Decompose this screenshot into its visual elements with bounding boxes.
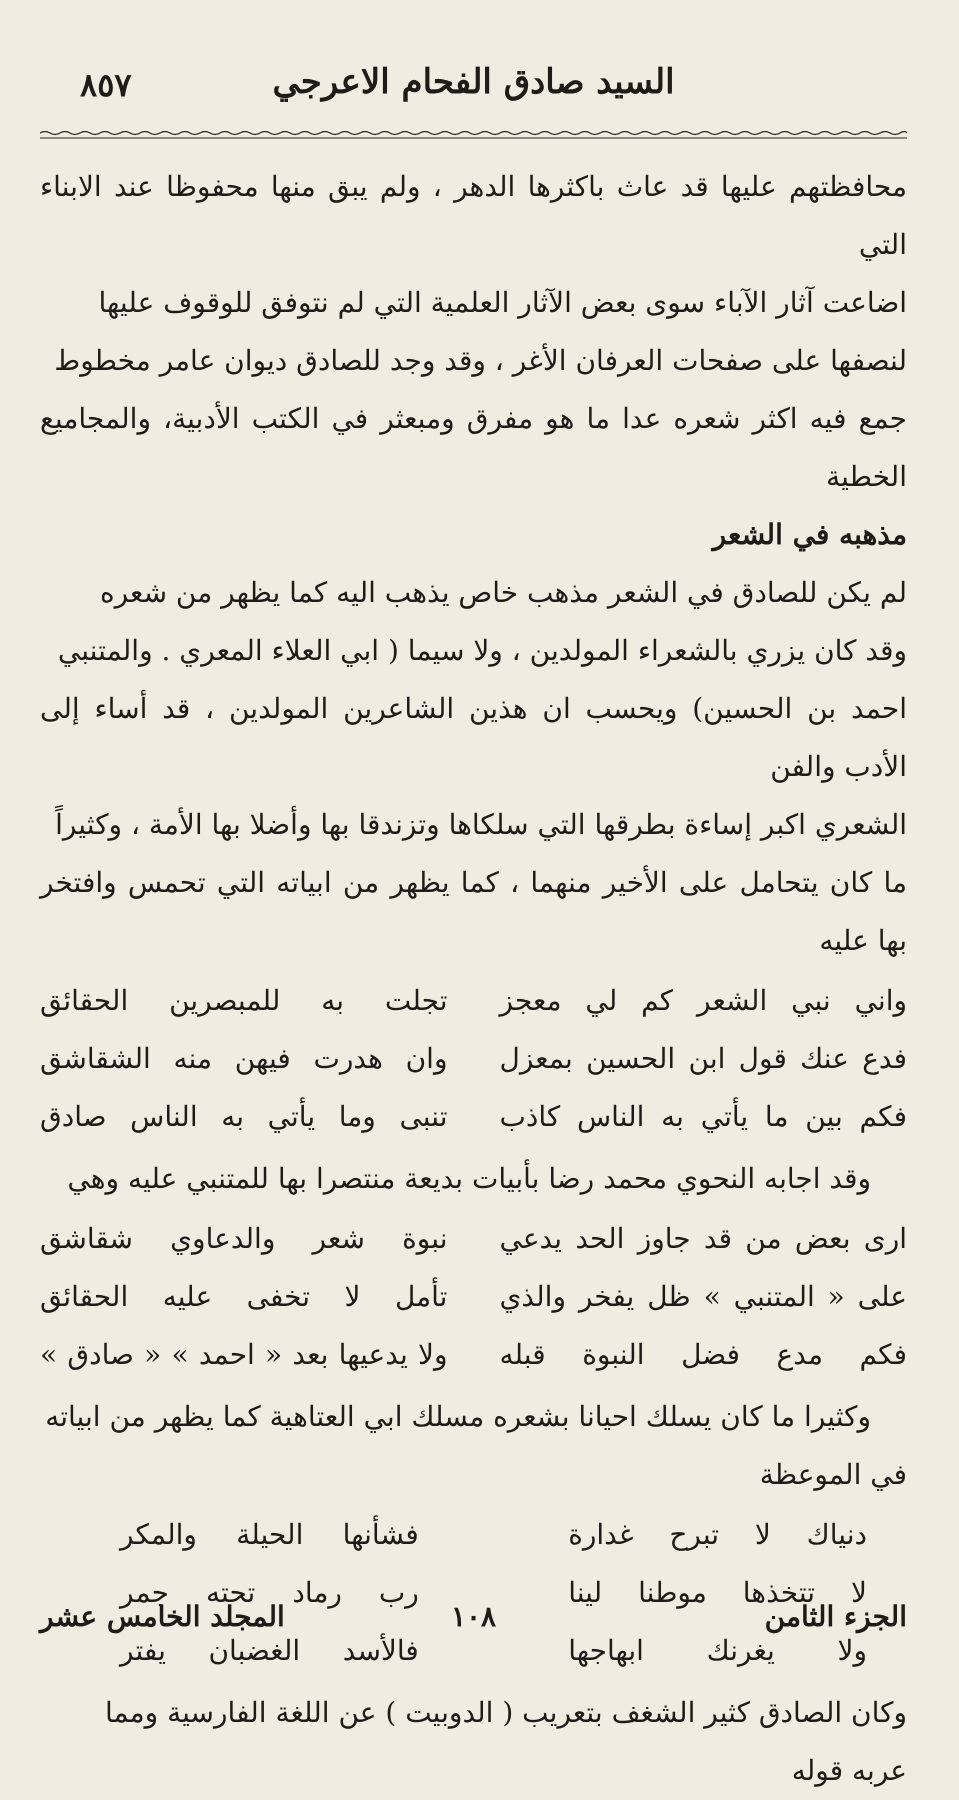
text-line: لنصفها على صفحات العرفان الأغر ، وقد وجد للصادق ديوان عامر مخطوط <box>54 344 907 377</box>
text-line: الشعري اكبر إساءة بطرقها التي سلكاها وتزندقا بها وأضلا بها الأمة ، وكثيراً <box>55 808 907 841</box>
text-line: محافظتهم عليها قد عاث باكثرها الدهر ، ولم يبق منها محفوظا عند الابناء التي <box>40 170 907 261</box>
poem-reply <box>40 1210 907 1384</box>
text-line: لم يكن للصادق في الشعر مذهب خاص يذهب اليه كما يظهر من شعره <box>99 576 907 609</box>
verse-second-hemistich: فشأنها الحيلة والمكر <box>120 1518 419 1551</box>
verse-first-hemistich: لا تتخذها موطنا لينا <box>568 1576 867 1609</box>
paragraph-dubait <box>40 1684 907 1800</box>
verse-first-hemistich: فكم مدع فضل النبوة قبله <box>499 1338 907 1371</box>
verse-first-hemistich: على « المتنبي » ظل يفخر والذي <box>499 1280 907 1313</box>
verse-first-hemistich: ولا يغرنك ابهاجها <box>568 1634 867 1667</box>
verse-line <box>40 1088 907 1146</box>
text-line: عربه قوله <box>791 1754 907 1787</box>
verse-first-hemistich: فدع عنك قول ابن الحسين بمعزل <box>499 1042 907 1075</box>
footer-part: الجزء الثامن <box>764 1600 907 1633</box>
poem-admonition <box>40 1506 907 1680</box>
verse-second-hemistich: رب رماد تحته جمر <box>120 1576 419 1609</box>
paragraph-ataahiya <box>40 1388 907 1504</box>
text-line: وقد كان يزري بالشعراء المولدين ، ولا سيما ( ابي العلاء المعري . والمتنبي <box>57 634 907 667</box>
text-line: احمد بن الحسين) ويحسب ان هذين الشاعرين المولدين ، قد أساء إلى الأدب والفن <box>40 692 907 783</box>
paragraph-intro <box>40 158 907 506</box>
footer-issue-number: ١٠٨ <box>450 1600 497 1633</box>
footer-volume: المجلد الخامس عشر <box>40 1600 285 1633</box>
verse-line <box>40 1210 907 1268</box>
verse-line <box>40 1030 907 1088</box>
verse-first-hemistich: فكم بين ما يأتي به الناس كاذب <box>499 1100 907 1133</box>
verse-line <box>40 972 907 1030</box>
text-line: وكان الصادق كثير الشغف بتعريب ( الدوبيت ) عن اللغة الفارسية ومما <box>104 1696 907 1729</box>
verse-first-hemistich: دنياك لا تبرح غدارة <box>568 1518 867 1551</box>
verse-second-hemistich: تجلت به للمبصرين الحقائق <box>40 984 448 1017</box>
verse-second-hemistich: ولا يدعيها بعد « احمد » « صادق » <box>40 1338 448 1371</box>
poem-sadiq <box>40 972 907 1146</box>
page-footer <box>40 1600 907 1644</box>
page-number: ٨٥٧ <box>80 66 132 104</box>
verse-second-hemistich: نبوة شعر والدعاوي شقاشق <box>40 1222 448 1255</box>
text-line: جمع فيه اكثر شعره عدا ما هو مفرق ومبعثر في الكتب الأدبية، والمجاميع الخطية <box>40 402 907 493</box>
verse-second-hemistich: فالأسد الغضبان يفتر <box>120 1634 419 1667</box>
verse-line <box>40 1268 907 1326</box>
text-line: وكثيرا ما كان يسلك احيانا بشعره مسلك ابي العتاهية كما يظهر من ابياته <box>45 1400 871 1433</box>
text-line: ما كان يتحامل على الأخير منهما ، كما يظهر من ابياته التي تحمس وافتخر بها عليه <box>40 866 907 957</box>
verse-line <box>40 1326 907 1384</box>
verse-line <box>40 1506 907 1564</box>
text-line: وقد اجابه النحوي محمد رضا بأبيات بديعة منتصرا بها للمتنبي عليه وهي <box>67 1162 871 1195</box>
verse-first-hemistich: واني نبي الشعر كم لي معجز <box>499 984 907 1017</box>
verse-second-hemistich: تنبى وما يأتي به الناس صادق <box>40 1100 448 1133</box>
verse-second-hemistich: وان هدرت فيهن منه الشقاشق <box>40 1042 448 1075</box>
header-rule <box>40 130 907 140</box>
text-line: في الموعظة <box>759 1458 907 1491</box>
running-title: السيد صادق الفحام الاعرجي <box>272 62 675 102</box>
text-line: اضاعت آثار الآباء سوى بعض الآثار العلمية التي لم نتوفق للوقوف عليها <box>98 286 907 319</box>
verse-second-hemistich: تأمل لا تخفى عليه الحقائق <box>40 1280 448 1313</box>
paragraph-school <box>40 564 907 970</box>
section-heading: مذهبه في الشعر <box>712 518 907 551</box>
page-header <box>40 52 907 112</box>
verse-first-hemistich: ارى بعض من قد جاوز الحد يدعي <box>499 1222 907 1255</box>
